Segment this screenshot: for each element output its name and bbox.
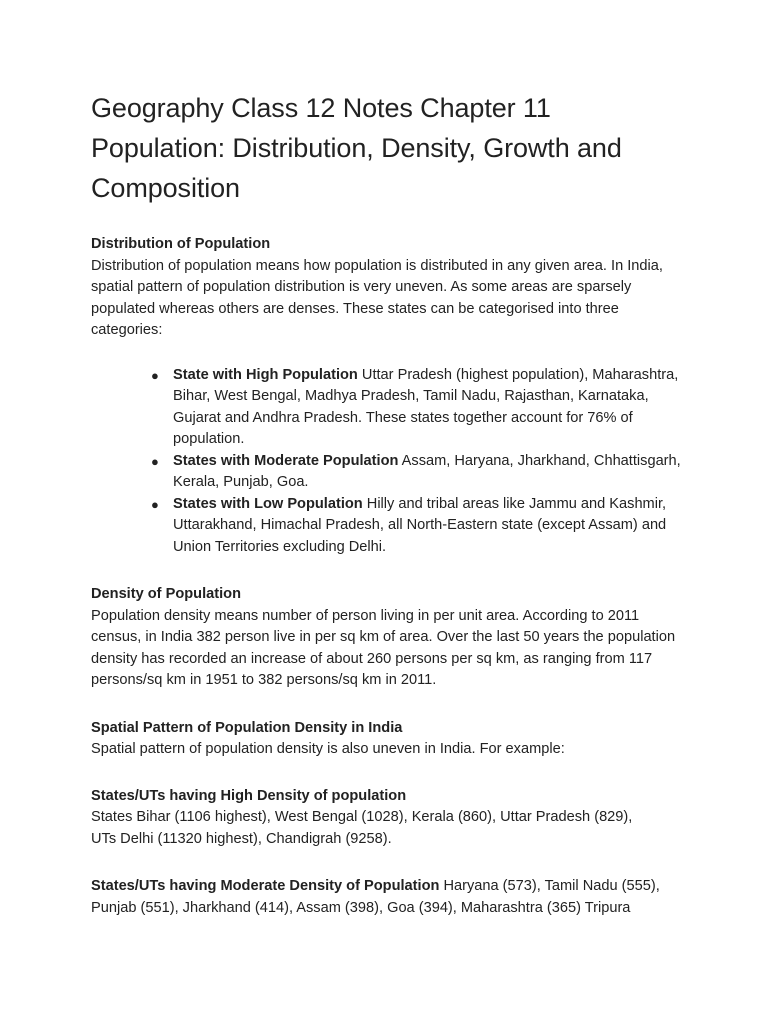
section-body-density: Population density means number of person living in per unit area. According to 2011 census, in India 382 person live in per sq km of area. Over the last 50 years the population density has recorded an increase of about 260 persons per sq km, as ranging from 117 persons/sq km in 1951 to 382 persons/sq km in 2011. bbox=[91, 607, 676, 688]
section-body-moderate-density bbox=[91, 876, 681, 919]
section-body-high-density-uts: UTs Delhi (11320 highest), Chandigrah (9258). bbox=[91, 830, 392, 847]
section-heading-high-density: States/UTs having High Density of population bbox=[91, 787, 407, 804]
list-item-text: Uttar Pradesh (highest population), Maharashtra, Bihar, West Bengal, Madhya Pradesh, Tamil Nadu, Rajasthan, Karnataka, Gujarat and Andhra Pradesh. These states together account for 76% of population. bbox=[173, 366, 679, 447]
bullet-icon: ● bbox=[151, 367, 159, 383]
list-item-text: Assam, Haryana, Jharkhand, Chhattisgarh, Kerala, Punjab, Goa. bbox=[173, 452, 681, 490]
bullet-icon: ● bbox=[151, 453, 159, 469]
list-item-low-population bbox=[151, 494, 681, 559]
section-density bbox=[91, 584, 681, 692]
section-high-density bbox=[91, 786, 681, 851]
section-heading-moderate-density: States/UTs having Moderate Density of Population bbox=[91, 878, 440, 894]
section-moderate-density bbox=[91, 876, 681, 919]
list-item-moderate-population bbox=[151, 451, 681, 494]
moderate-density-text: Haryana (573), Tamil Nadu (555), Punjab (551), Jharkhand (414), Assam (398), Goa (394), Maharashtra (365) Tripura bbox=[91, 878, 660, 916]
section-body-high-density-states: States Bihar (1106 highest), West Bengal (1028), Kerala (860), Uttar Pradesh (829), bbox=[91, 809, 633, 825]
population-category-list bbox=[91, 365, 681, 559]
list-item-label: States with Low Population bbox=[173, 495, 363, 512]
section-heading-spatial-pattern: Spatial Pattern of Population Density in India bbox=[91, 719, 403, 736]
document-page bbox=[91, 88, 681, 919]
bullet-icon: ● bbox=[151, 496, 159, 512]
list-item-text: Hilly and tribal areas like Jammu and Kashmir, Uttarakhand, Himachal Pradesh, all North-Eastern state (except Assam) and Union Territories excluding Delhi. bbox=[173, 495, 667, 555]
section-spatial-pattern bbox=[91, 718, 681, 761]
section-distribution bbox=[91, 234, 681, 342]
document-title: Geography Class 12 Notes Chapter 11 Population: Distribution, Density, Growth and Composition bbox=[91, 93, 622, 203]
section-heading-density: Density of Population bbox=[91, 586, 241, 602]
section-body-spatial-pattern: Spatial pattern of population density is also uneven in India. For example: bbox=[91, 741, 565, 757]
list-item-label: States with Moderate Population bbox=[173, 452, 399, 469]
list-item-label: State with High Population bbox=[173, 366, 358, 383]
section-heading-distribution: Distribution of Population bbox=[91, 236, 271, 252]
section-body-distribution: Distribution of population means how population is distributed in any given area. In India, spatial pattern of population distribution is very uneven. As some areas are sparsely populated whereas others are denses. These states can be categorised into three categories: bbox=[91, 257, 663, 338]
list-item-high-population bbox=[151, 365, 681, 451]
